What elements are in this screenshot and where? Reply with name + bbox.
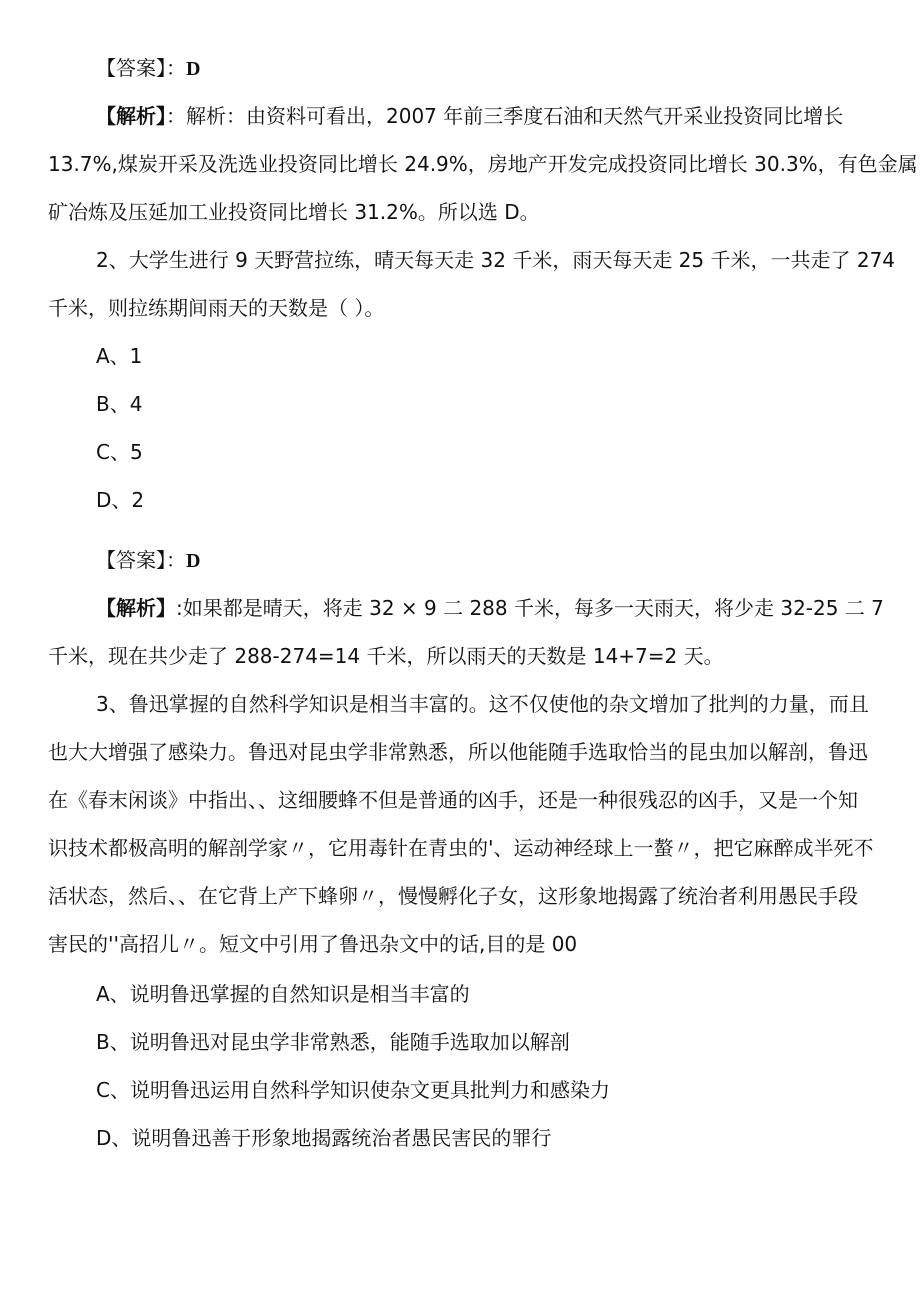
q2-answer-line xyxy=(96,546,872,575)
q2-option-a: A、1 xyxy=(96,344,143,368)
q1-analysis-line-3: 矿冶炼及压延加工业投资同比增长 31.2%。所以选 D。 xyxy=(48,200,540,224)
answer-value: D xyxy=(186,550,201,572)
q3-question-line-2: 也大大增强了感染力。鲁迅对昆虫学非常熟悉，所以他能随手选取恰当的昆虫加以解剖，鲁迅 xyxy=(48,740,868,764)
q1-analysis-line-1 xyxy=(96,102,872,130)
q3-question-line-3: 在《春末闲谈》中指出、、这细腰蜂不但是普通的凶手，还是一种很残忍的凶手，又是一个知 xyxy=(48,788,858,812)
q2-analysis-line-1 xyxy=(96,594,884,622)
q3-question-line-6: 害民的''高招儿〃。短文中引用了鲁迅杂文中的话,目的是 00 xyxy=(48,932,578,956)
q3-question-line-4: 识技术都极高明的解剖学家〃，它用毒针在青虫的'、运动神经球上一螯〃，把它麻醉成半死不 xyxy=(48,836,874,860)
q2-option-d: D、2 xyxy=(96,488,145,512)
q3-question-line-5: 活状态，然后、、在它背上产下蜂卵〃，慢慢孵化子女，这形象地揭露了统治者利用愚民手段 xyxy=(48,884,858,908)
q1-analysis-line-2: 13.7%,煤炭开采及洗选业投资同比增长 24.9%，房地产开发完成投资同比增长 30.3%，有色金属 xyxy=(48,152,918,176)
analysis-text: ：解析：由资料可看出，2007 年前三季度石油和天然气开采业投资同比增长 xyxy=(166,104,844,128)
q3-option-b: B、说明鲁迅对昆虫学非常熟悉，能随手选取加以解剖 xyxy=(96,1030,570,1054)
q3-question-line-1: 3、鲁迅掌握的自然科学知识是相当丰富的。这不仅使他的杂文增加了批判的力量，而且 xyxy=(96,692,869,716)
q1-answer-line xyxy=(96,54,872,83)
q2-option-c: C、5 xyxy=(96,440,143,464)
answer-separator: ： xyxy=(166,56,186,80)
analysis-label: 【解析】 xyxy=(96,104,166,128)
answer-separator: ： xyxy=(166,548,186,572)
analysis-label: 【解析】 xyxy=(96,596,176,620)
answer-value: D xyxy=(186,58,201,80)
q2-question-line-1: 2、大学生进行 9 天野营拉练，晴天每天走 32 千米，雨天每天走 25 千米，一共走了 274 xyxy=(96,248,896,272)
q2-option-b: B、4 xyxy=(96,392,143,416)
q2-question-line-2: 千米，则拉练期间雨天的天数是（ ）。 xyxy=(48,296,385,320)
analysis-text: :如果都是晴天，将走 32 × 9 二 288 千米，每多一天雨天，将少走 32-25 二 7 xyxy=(176,596,884,620)
answer-label: 【答案】 xyxy=(96,548,166,572)
q2-analysis-line-2: 千米，现在共少走了 288-274=14 千米，所以雨天的天数是 14+7=2 天。 xyxy=(48,644,724,668)
q3-option-c: C、说明鲁迅运用自然科学知识使杂文更具批判力和感染力 xyxy=(96,1078,610,1102)
q3-option-a: A、说明鲁迅掌握的自然知识是相当丰富的 xyxy=(96,982,470,1006)
q3-option-d: D、说明鲁迅善于形象地揭露统治者愚民害民的罪行 xyxy=(96,1126,552,1150)
answer-label: 【答案】 xyxy=(96,56,166,80)
